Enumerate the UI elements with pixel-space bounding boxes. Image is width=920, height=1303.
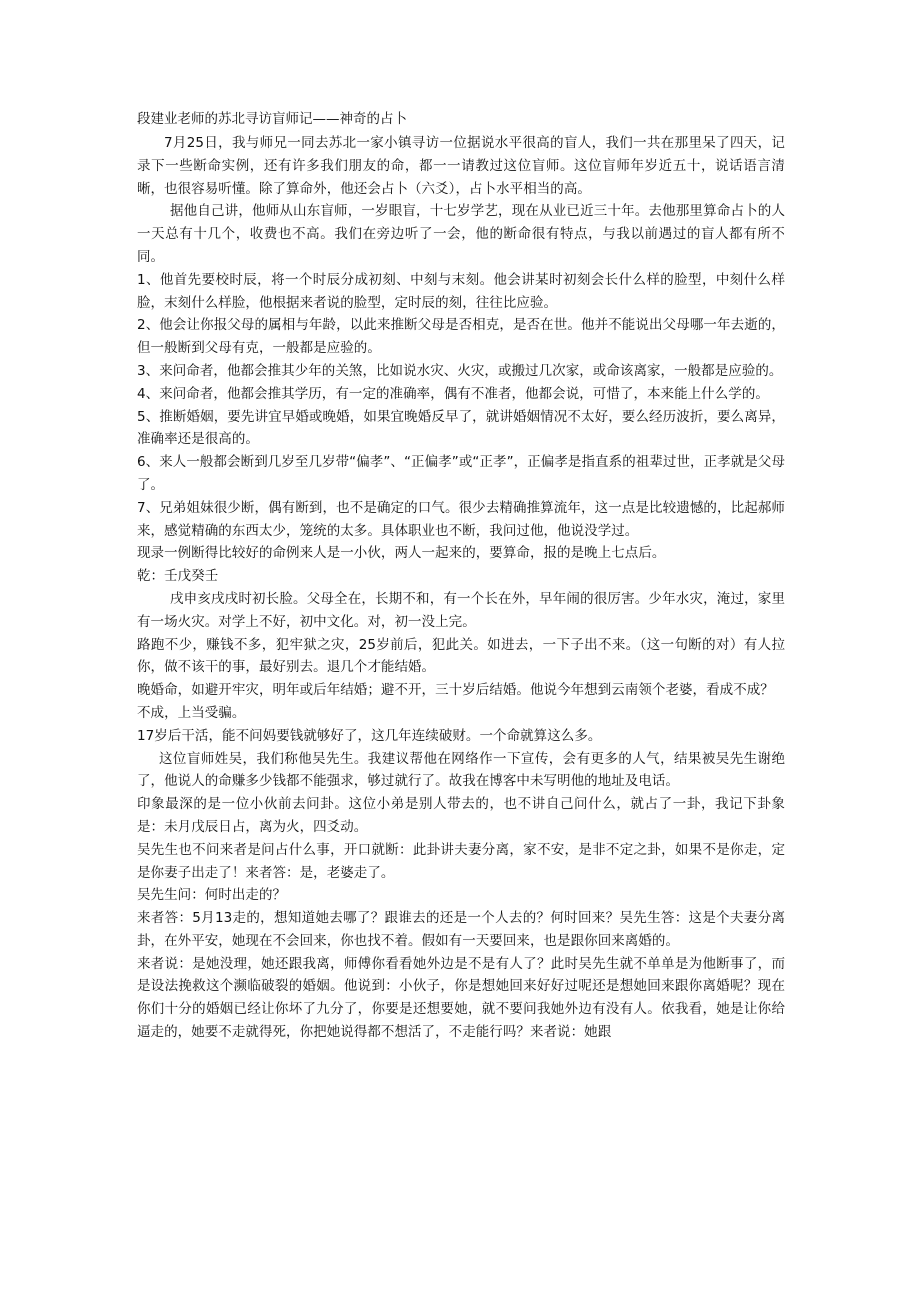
paragraph: 路跑不少，赚钱不多，犯牢狱之灾，25岁前后，犯此关。如进去，一下子出不来。（这一句断的对）有人拉你，做不该干的事，最好别去。退几个才能结婚。 <box>137 636 785 676</box>
paragraph: 吴先生也不问来者是问占什么事，开口就断：此卦讲夫妻分离，家不安，是非不定之卦，如果不是你走，定是你妻子出走了！来者答：是，老婆走了。 <box>137 841 785 881</box>
paragraph: 晚婚命，如避开牢灾，明年或后年结婚；避不开，三十岁后结婚。他说今年想到云南领个老婆，看成不成？ <box>137 682 774 699</box>
paragraph: 来者说：是她没理，她还跟我离，师傅你看看她外边是不是有人了？此时吴先生就不单单是为他断事了，而是设法挽救这个濒临破裂的婚姻。他说到：小伙子，你是想她回来好好过呢还是想她回来跟你离婚呢？现在你们十分的婚姻已经让你坏了九分了，你要是还想要她，就不要问我她外边有没有人。依我看，她是让你给逼走的，她要不走就得死，你把她说得都不想活了，不走能行吗？来者说：她跟 <box>137 955 785 1041</box>
paragraph: 现录一例断得比较好的命例来人是一小伙，两人一起来的，要算命，报的是晚上七点后。 <box>137 545 666 562</box>
paragraph: 来者答：5月13走的，想知道她去哪了？跟谁去的还是一个人去的？何时回来？吴先生答：这是个夫妻分离卦，在外平安，她现在不会回来，你也找不着。假如有一天要回来，也是跟你回来离婚的。 <box>137 910 785 949</box>
paragraph: 4、来问命者，他都会推其学历，有一定的准确率，偶有不准者，他都会说，可惜了，本来能上什么学的。 <box>137 385 769 402</box>
paragraph: 5、推断婚姻，要先讲宜早婚或晚婚，如果宜晚婚反早了，就讲婚姻情况不太好，要么经历波折，要么离异，准确率还是很高的。 <box>137 408 785 448</box>
paragraph: 2、他会让你报父母的属相与年龄，以此来推断父母是否相克，是否在世。他并不能说出父母哪一年去逝的，但一般断到父母有克，一般都是应验的。 <box>137 317 785 357</box>
paragraph: 1、他首先要校时辰，将一个时辰分成初刻、中刻与末刻。他会讲某时初刻会长什么样的脸型，中刻什么样脸，末刻什么样脸，他根据来者说的脸型，定时辰的刻，往往比应验。 <box>137 271 785 311</box>
document-title: 段建业老师的苏北寻访盲师记——神奇的占卜 <box>137 111 407 127</box>
paragraph: 7月25日，我与师兄一同去苏北一家小镇寻访一位据说水平很高的盲人，我们一共在那里呆了四天，记录下一些断命实例，还有许多我们朋友的命，都一一请教过这位盲师。这位盲师年岁近五十，说话语言清晰，也很容易听懂。除了算命外，他还会占卜（六爻），占卜水平相当的高。 <box>137 135 785 197</box>
paragraph: 不成，上当受骗。 <box>137 704 246 721</box>
paragraph: 据他自己讲，他师从山东盲师，一岁眼盲，十七岁学艺，现在从业已近三十年。去他那里算命占卜的人一天总有十几个，收费也不高。我们在旁边听了一会，他的断命很有特点，与我以前遇过的盲人都有所不同。 <box>137 203 785 265</box>
paragraph: 3、来问命者，他都会推其少年的关煞，比如说水灾、火灾，或搬过几次家，或命该离家，一般都是应验的。 <box>137 362 783 379</box>
paragraph: 6、来人一般都会断到几岁至几岁带“偏孝”、“正偏孝”或“正孝”，正偏孝是指直系的祖辈过世，正孝就是父母了。 <box>137 454 785 493</box>
paragraph: 印象最深的是一位小伙前去问卦。这位小弟是别人带去的，也不讲自己问什么，就占了一卦，我记下卦象是：未月戊辰日占，离为火，四爻动。 <box>137 796 785 835</box>
paragraph: 17岁后干活，能不问妈要钱就够好了，这几年连续破财。一个命就算这么多。 <box>137 727 602 744</box>
paragraph: 7、兄弟姐妹很少断，偶有断到，也不是确定的口气。很少去精确推算流年，这一点是比较遗憾的，比起郝师来，感觉精确的东西太少，笼统的太多。具体职业也不断，我问过他，他说没学过。 <box>137 499 785 539</box>
paragraph: 戌申亥戌戌时初长脸。父母全在，长期不和，有一个长在外，早年闹的很厉害。少年水灾，淹过，家里有一场火灾。对学上不好，初中文化。对，初一没上完。 <box>137 590 785 630</box>
paragraph: 乾：壬戊癸壬 <box>137 568 219 585</box>
paragraph: 这位盲师姓吴，我们称他吴先生。我建议帮他在网络作一下宣传，会有更多的人气，结果被吴先生谢绝了，他说人的命赚多少钱都不能强求，够过就行了。故我在博客中未写明他的地址及电话。 <box>137 750 785 790</box>
document-page <box>137 108 785 1044</box>
paragraph: 吴先生问：何时出走的？ <box>137 887 287 904</box>
